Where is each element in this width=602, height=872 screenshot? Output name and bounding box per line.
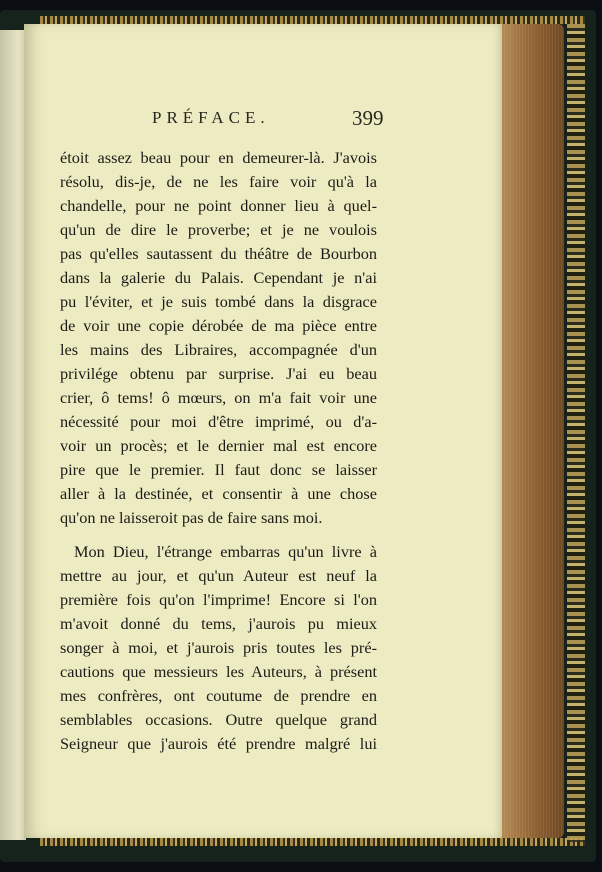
text-line: pas qu'elles sautassent du théâtre de Bourbon xyxy=(60,244,377,263)
page-header xyxy=(24,108,502,138)
page-number: 399 xyxy=(352,106,384,130)
text-line: nécessité pour moi d'être imprimé, ou d'a- xyxy=(60,412,377,431)
gilt-border-right xyxy=(567,24,585,842)
text-line: pire que le premier. Il faut donc se laisser xyxy=(60,460,377,479)
text-line: étoit assez beau pour en demeurer-là. J'avois xyxy=(60,148,377,167)
text-line: songer à moi, et j'aurois pris toutes les pré- xyxy=(60,638,377,657)
text-line: dans la galerie du Palais. Cependant je n'ai xyxy=(60,268,377,287)
text-line: crier, ô tems! ô mœurs, on m'a fait voir une xyxy=(60,388,377,407)
text-line: privilége obtenu par surprise. J'ai eu beau xyxy=(60,364,377,383)
text-line: Mon Dieu, l'étrange embarras qu'un livre à xyxy=(74,542,377,561)
text-line: Seigneur que j'aurois été prendre malgré lui xyxy=(60,734,377,753)
facing-page-edge xyxy=(0,30,26,840)
text-line: voir un procès; et le dernier mal est encore xyxy=(60,436,377,455)
text-line: première fois qu'on l'imprime! Encore si l'on xyxy=(60,590,377,609)
text-line: de voir une copie dérobée de ma pièce entre xyxy=(60,316,377,335)
gilt-border-bottom xyxy=(40,838,585,846)
running-title: PRÉFACE. xyxy=(152,108,270,127)
text-line: pu l'éviter, et je suis tombé dans la disgrace xyxy=(60,292,377,311)
text-line: mettre au jour, et qu'un Auteur est neuf la xyxy=(60,566,377,585)
page-edges xyxy=(498,24,564,838)
book-page xyxy=(24,24,502,838)
text-line: qu'un de dire le proverbe; et je ne voulois xyxy=(60,220,377,239)
text-line: résolu, dis-je, de ne les faire voir qu'à la xyxy=(60,172,377,191)
text-line: mes confrères, ont coutume de prendre en xyxy=(60,686,377,705)
text-line: m'avoit donné du tems, j'aurois pu mieux xyxy=(60,614,377,633)
text-line: cautions que messieurs les Auteurs, à présent xyxy=(60,662,377,681)
text-line: aller à la destinée, et consentir à une chose xyxy=(60,484,377,503)
text-line: chandelle, pour ne point donner lieu à quel- xyxy=(60,196,377,215)
gilt-border-top xyxy=(40,16,585,24)
text-line: semblables occasions. Outre quelque grand xyxy=(60,710,377,729)
text-line: qu'on ne laisseroit pas de faire sans moi. xyxy=(60,508,323,527)
text-line: les mains des Libraires, accompagnée d'un xyxy=(60,340,377,359)
